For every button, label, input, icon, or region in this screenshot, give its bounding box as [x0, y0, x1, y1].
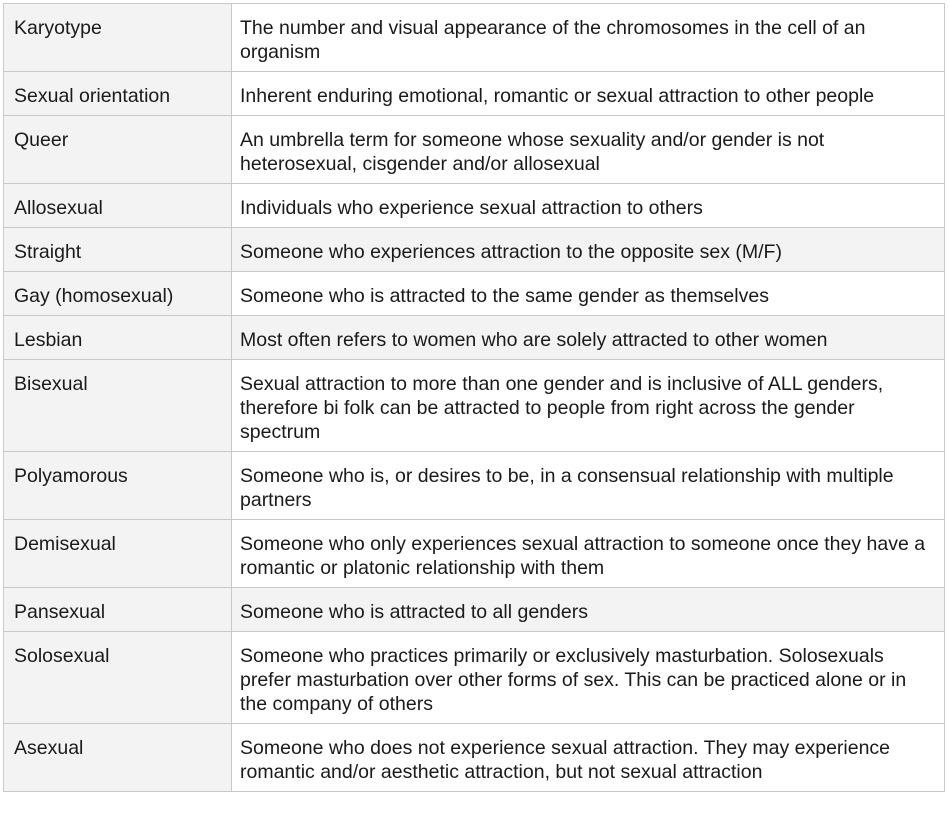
definition-cell: An umbrella term for someone whose sexuality and/or gender is not heterosexual, cisgender and/or allosexual	[232, 116, 945, 184]
term-cell: Pansexual	[4, 588, 232, 632]
definition-cell: Inherent enduring emotional, romantic or sexual attraction to other people	[232, 72, 945, 116]
term-cell: Demisexual	[4, 520, 232, 588]
table-row	[4, 272, 945, 316]
definition-cell: Someone who practices primarily or exclusively masturbation. Solosexuals prefer masturbation over other forms of sex. This can be practiced alone or in the company of others	[232, 632, 945, 724]
term-cell: Straight	[4, 228, 232, 272]
definition-cell: Most often refers to women who are solely attracted to other women	[232, 316, 945, 360]
definition-cell: Someone who is, or desires to be, in a consensual relationship with multiple partners	[232, 452, 945, 520]
term-cell: Lesbian	[4, 316, 232, 360]
table-row	[4, 184, 945, 228]
table-row	[4, 4, 945, 72]
term-cell: Sexual orientation	[4, 72, 232, 116]
table-row	[4, 724, 945, 792]
term-cell: Karyotype	[4, 4, 232, 72]
term-cell: Polyamorous	[4, 452, 232, 520]
glossary-table	[3, 3, 945, 792]
table-row	[4, 452, 945, 520]
table-row	[4, 632, 945, 724]
table-row	[4, 72, 945, 116]
table-row	[4, 116, 945, 184]
definition-cell: Someone who does not experience sexual attraction. They may experience romantic and/or aesthetic attraction, but not sexual attraction	[232, 724, 945, 792]
definition-cell: Someone who experiences attraction to the opposite sex (M/F)	[232, 228, 945, 272]
term-cell: Allosexual	[4, 184, 232, 228]
definition-cell: The number and visual appearance of the chromosomes in the cell of an organism	[232, 4, 945, 72]
table-row	[4, 360, 945, 452]
term-cell: Queer	[4, 116, 232, 184]
term-cell: Gay (homosexual)	[4, 272, 232, 316]
definition-cell: Individuals who experience sexual attraction to others	[232, 184, 945, 228]
definition-cell: Sexual attraction to more than one gender and is inclusive of ALL genders, therefore bi folk can be attracted to people from right across the gender spectrum	[232, 360, 945, 452]
table-row	[4, 588, 945, 632]
definition-cell: Someone who only experiences sexual attraction to someone once they have a romantic or platonic relationship with them	[232, 520, 945, 588]
term-cell: Asexual	[4, 724, 232, 792]
term-cell: Bisexual	[4, 360, 232, 452]
table-row	[4, 228, 945, 272]
term-cell: Solosexual	[4, 632, 232, 724]
definition-cell: Someone who is attracted to the same gender as themselves	[232, 272, 945, 316]
table-row	[4, 316, 945, 360]
definition-cell: Someone who is attracted to all genders	[232, 588, 945, 632]
table-row	[4, 520, 945, 588]
